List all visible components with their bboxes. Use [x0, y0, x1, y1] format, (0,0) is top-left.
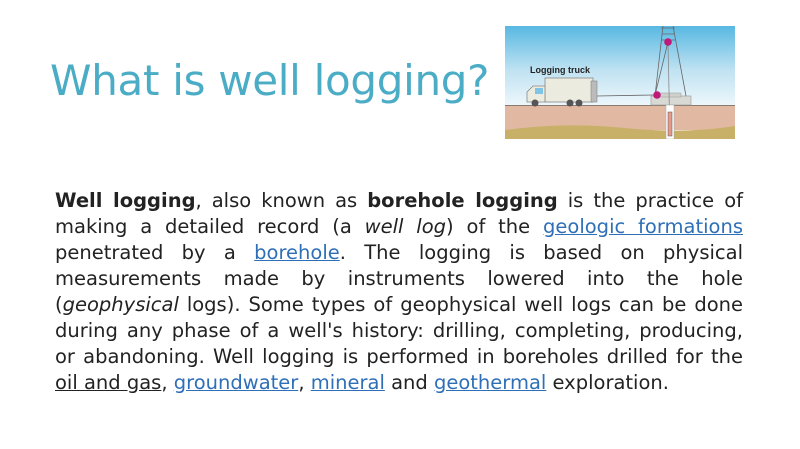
link-groundwater[interactable]: groundwater — [173, 371, 299, 394]
truck-caption: Logging truck — [530, 65, 590, 75]
text-segment: penetrated by a — [55, 241, 255, 264]
link-oil-and-gas[interactable]: oil and gas — [55, 371, 162, 394]
text-segment: is the practice of making a detailed record (a — [55, 189, 743, 238]
text-segment: , also known as — [195, 189, 368, 212]
link-geologic-formations[interactable]: geologic formations — [543, 215, 743, 238]
term-well-log: well log — [364, 215, 447, 238]
link-geothermal[interactable]: geothermal — [433, 371, 547, 394]
text-segment: ) of the — [446, 215, 544, 238]
well-logging-illustration-icon — [505, 26, 735, 139]
text-segment: exploration. — [546, 371, 669, 394]
text-segment: and — [384, 371, 434, 394]
term-well-logging: Well logging — [55, 189, 196, 212]
term-geophysical: geophysical — [62, 293, 179, 316]
logging-truck-diagram — [505, 26, 735, 139]
text-segment: , — [298, 371, 311, 394]
text-segment: . The logging is based on physical measurements made by instruments lowered into the hole ( — [55, 241, 743, 316]
link-mineral[interactable]: mineral — [310, 371, 385, 394]
link-borehole[interactable]: borehole — [254, 241, 340, 264]
text-segment: , — [161, 371, 174, 394]
term-borehole-logging: borehole logging — [367, 189, 558, 212]
definition-paragraph — [55, 188, 743, 396]
slide-title: What is well logging? — [50, 56, 490, 105]
text-segment: logs). Some types of geophysical well logs can be done during any phase of a well's history: drilling, completing, producing, or abandoning. Well logging is performed in boreholes drilled for the — [55, 293, 743, 368]
